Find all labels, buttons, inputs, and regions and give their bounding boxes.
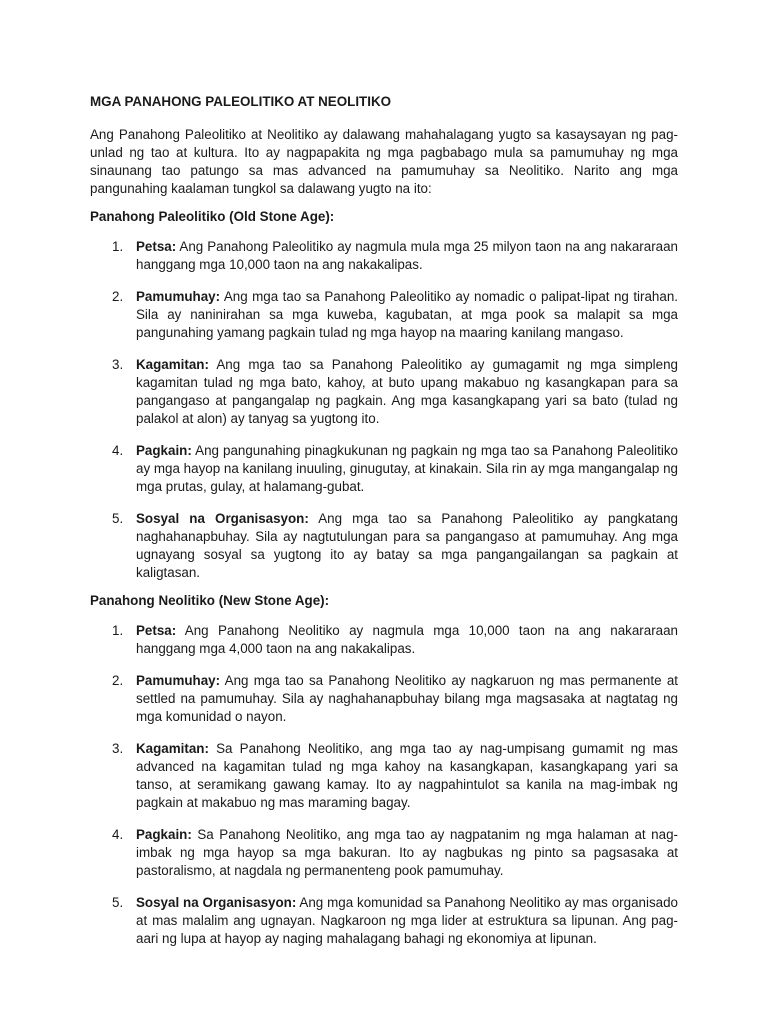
list-item [90,356,678,428]
document-title: MGA PANAHONG PALEOLITIKO AT NEOLITIKO [90,94,392,109]
document-page [90,93,678,958]
item-term: Sosyal na Organisasyon: [136,895,297,910]
section-heading: Panahong Neolitiko (New Stone Age): [90,593,330,608]
item-number: 5. [112,511,124,526]
item-term: Pamumuhay: [136,289,221,304]
item-text: Ang mga komunidad sa Panahong Neolitiko ay mas organisado at mas malalim ang ugnayan. Nagkaroon ng mga lider at estruktura sa lipunan. Ang pag-aari ng lupa at hayop ay naging mahalagang bahagi ng ekonomiya at lipunan. [136,895,678,946]
item-term: Petsa: [136,623,177,638]
item-text: Sa Panahong Neolitiko, ang mga tao ay nag-umpisang gumamit ng mas advanced na kagamitan tulad ng mga kahoy na kasangkapan, kasangkapang yari sa tanso, at seramikang gawang kamay. Ito ay nagpahintulot sa kanila na mag-imbak ng pagkain at makabuo ng mas maraming bagay. [136,741,678,810]
item-term: Kagamitan: [136,741,209,756]
item-number: 4. [112,443,124,458]
item-text: Ang mga tao sa Panahong Neolitiko ay nagkaruon ng mas permanente at settled na pamumuhay. Sila ay naghahanapbuhay bilang mga magsasaka at nagtatag ng mga komunidad o nayon. [136,673,678,724]
list-item [90,622,678,658]
item-term: Pagkain: [136,827,192,842]
list-item [90,672,678,726]
item-text: Ang mga tao sa Panahong Paleolitiko ay pangkatang naghahanapbuhay. Sila ay nagtutulungan para sa pangangaso at pamumuhay. Ang mga ugnayang sosyal sa yugtong ito ay batay sa mga pangangailangan sa pagkain at kaligtasan. [136,511,678,580]
list-item [90,740,678,812]
item-text: Ang pangunahing pinagkukunan ng pagkain ng mga tao sa Panahong Paleolitiko ay mga hayop na kanilang inuuling, ginugutay, at kinakain. Sila rin ay mga mangangalap ng mga prutas, gulay, at halamang-gubat. [136,443,678,494]
item-text: Ang Panahong Paleolitiko ay nagmula mula mga 25 milyon taon na ang nakararaan hanggang mga 10,000 taon na ang nakakalipas. [136,239,678,272]
numbered-list [90,238,678,582]
list-item [90,442,678,496]
list-item [90,826,678,880]
item-term: Sosyal na Organisasyon: [136,511,309,526]
item-term: Pagkain: [136,443,192,458]
item-number: 5. [112,895,124,910]
item-text: Ang mga tao sa Panahong Paleolitiko ay nomadic o palipat-lipat ng tirahan. Sila ay naninirahan sa mga kuweba, kagubatan, at mga pook sa malapit sa mga pangunahing yamang pagkain tulad ng mga hayop na maaring kanilang mangaso. [136,289,678,340]
section-heading: Panahong Paleolitiko (Old Stone Age): [90,209,335,224]
list-item [90,238,678,274]
item-term: Pamumuhay: [136,673,221,688]
section-paleolitiko [90,208,678,582]
item-text: Ang mga tao sa Panahong Paleolitiko ay gumagamit ng mga simpleng kagamitan tulad ng mga bato, kahoy, at buto upang makabuo ng kasangkapan para sa pangangaso at pangangalap ng pagkain. Ang mga kasangkapang yari sa bato (tulad ng palakol at alon) ay tanyag sa yugtong ito. [136,357,678,426]
item-number: 1. [112,623,124,638]
list-item [90,288,678,342]
item-term: Kagamitan: [136,357,209,372]
item-number: 4. [112,827,124,842]
item-number: 1. [112,239,124,254]
list-item [90,894,678,948]
item-text: Ang Panahong Neolitiko ay nagmula mga 10,000 taon na ang nakararaan hanggang mga 4,000 taon na ang nakakalipas. [136,623,678,656]
item-text: Sa Panahong Neolitiko, ang mga tao ay nagpatanim ng mga halaman at nag-imbak ng mga hayop sa mga bakuran. Ito ay nagbukas ng pinto sa pagsasaka at pastoralismo, at nagdala ng permanenteng pook pamumuhay. [136,827,678,878]
list-item [90,510,678,582]
section-neolitiko [90,592,678,948]
item-number: 2. [112,289,124,304]
item-term: Petsa: [136,239,177,254]
numbered-list [90,622,678,948]
item-number: 2. [112,673,124,688]
item-number: 3. [112,741,124,756]
item-number: 3. [112,357,124,372]
intro-paragraph: Ang Panahong Paleolitiko at Neolitiko ay dalawang mahahalagang yugto sa kasaysayan ng pag-unlad ng tao at kultura. Ito ay nagpapakita ng mga pagbabago mula sa pamumuhay ng mga sinaunang tao patungo sa mas advanced na pamumuhay sa Neolitiko. Narito ang mga pangunahing kaalaman tungkol sa dalawang yugto na ito: [90,127,678,196]
